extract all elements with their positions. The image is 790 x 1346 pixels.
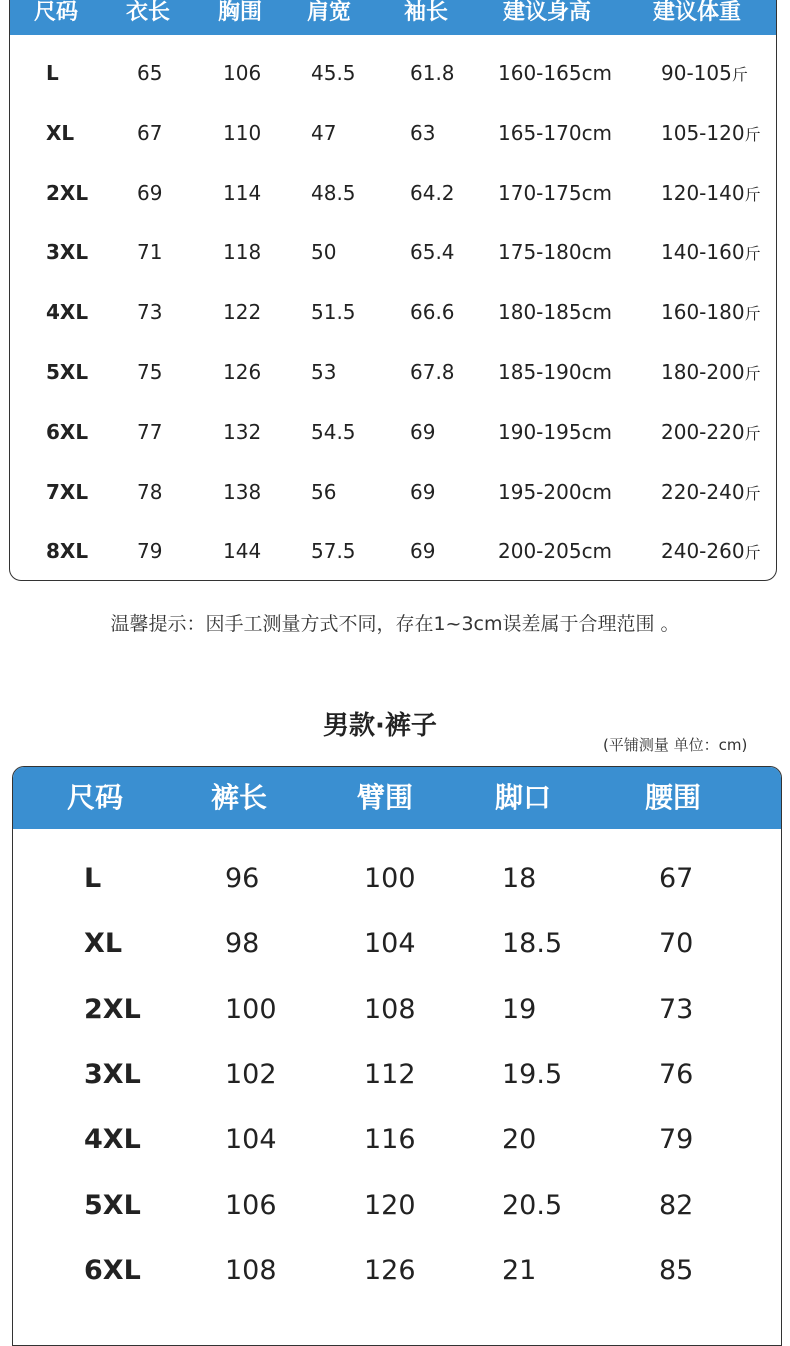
- cell-sleeve: 65.4: [410, 240, 455, 265]
- cell-size: L: [46, 61, 59, 85]
- header-size: 尺码: [34, 0, 79, 25]
- measurement-tip: 温馨提示：因手工测量方式不同，存在1~3cm误差属于合理范围 。: [110, 613, 680, 635]
- pants-header-hip: 臂围: [357, 781, 414, 814]
- pants-size-table: [12, 766, 782, 1346]
- cell-sleeve: 63: [410, 120, 436, 145]
- table-row: [13, 911, 781, 976]
- table-row: [10, 282, 776, 342]
- table-row: [10, 222, 776, 282]
- cell-height: 160-165cm: [498, 61, 613, 85]
- cell-chest: 114: [223, 180, 262, 205]
- pants-cell-hem: 18.5: [502, 928, 563, 960]
- pants-cell-waist: 76: [659, 1058, 694, 1090]
- cell-size: 4XL: [46, 300, 89, 325]
- cell-sleeve: 66.6: [410, 300, 455, 325]
- header-sleeve: 袖长: [404, 0, 449, 25]
- cell-length: 73: [137, 300, 163, 325]
- table-row: [13, 1173, 781, 1238]
- table-row: [13, 1042, 781, 1107]
- cell-height: 190-195cm: [498, 419, 613, 444]
- table-row: [13, 1107, 781, 1172]
- cell-shoulder: 45.5: [311, 61, 356, 85]
- weight-unit: 斤: [731, 65, 748, 84]
- cell-size: XL: [46, 120, 75, 145]
- weight-unit: 斤: [744, 483, 761, 503]
- header-height: 建议身高: [503, 0, 592, 25]
- pants-cell-hip: 120: [364, 1189, 416, 1221]
- cell-shoulder: 48.5: [311, 180, 356, 205]
- pants-section-title: 男款·裤子: [323, 711, 437, 741]
- cell-weight: 180-200斤: [661, 360, 761, 384]
- pants-cell-length: 108: [225, 1254, 277, 1286]
- header-chest: 胸围: [218, 0, 263, 25]
- pants-cell-length: 100: [225, 993, 277, 1025]
- cell-sleeve: 67.8: [410, 360, 455, 384]
- pants-cell-length: 102: [225, 1058, 277, 1090]
- pants-cell-length: 98: [225, 928, 260, 960]
- pants-header-hem: 脚口: [495, 781, 552, 814]
- weight-unit: 斤: [744, 364, 761, 383]
- table-row: [10, 462, 776, 522]
- cell-shoulder: 57.5: [311, 539, 356, 564]
- header-shoulder: 肩宽: [307, 0, 352, 25]
- cell-height: 165-170cm: [498, 120, 613, 145]
- cell-sleeve: 69: [410, 419, 436, 444]
- cell-height: 180-185cm: [498, 300, 613, 325]
- cell-weight: 105-120斤: [661, 120, 761, 145]
- weight-unit: 斤: [744, 184, 761, 204]
- top-size-table: [9, 0, 777, 581]
- pants-cell-waist: 82: [659, 1189, 694, 1221]
- cell-chest: 138: [223, 479, 262, 504]
- pants-cell-size: XL: [84, 928, 123, 960]
- table-row: [13, 977, 781, 1042]
- cell-chest: 122: [223, 300, 262, 325]
- table-row: [10, 521, 776, 581]
- cell-shoulder: 51.5: [311, 300, 356, 325]
- cell-length: 69: [137, 180, 163, 205]
- cell-sleeve: 69: [410, 539, 436, 564]
- weight-unit: 斤: [744, 244, 761, 264]
- cell-weight: 240-260斤: [661, 539, 761, 564]
- cell-height: 195-200cm: [498, 479, 613, 504]
- cell-chest: 126: [223, 360, 262, 384]
- cell-length: 67: [137, 120, 163, 145]
- pants-cell-length: 106: [225, 1189, 277, 1221]
- cell-weight: 200-220斤: [661, 419, 761, 444]
- cell-length: 78: [137, 479, 163, 504]
- table-row: [13, 846, 781, 911]
- cell-sleeve: 61.8: [410, 61, 455, 85]
- pants-cell-hem: 18: [502, 863, 537, 894]
- cell-weight: 160-180斤: [661, 300, 761, 325]
- cell-weight: 220-240斤: [661, 479, 761, 504]
- pants-cell-hem: 21: [502, 1254, 537, 1286]
- table-row: [10, 342, 776, 402]
- pants-cell-size: 2XL: [84, 993, 141, 1025]
- cell-length: 65: [137, 61, 163, 85]
- cell-length: 71: [137, 240, 163, 265]
- cell-shoulder: 54.5: [311, 419, 356, 444]
- cell-weight: 140-160斤: [661, 240, 761, 265]
- pants-cell-waist: 85: [659, 1254, 694, 1286]
- cell-shoulder: 53: [311, 360, 337, 384]
- pants-cell-hem: 19: [502, 993, 537, 1025]
- cell-chest: 144: [223, 539, 262, 564]
- cell-size: 2XL: [46, 180, 89, 205]
- pants-header-length: 裤长: [211, 781, 268, 814]
- table-row: [10, 402, 776, 462]
- table-row: [10, 103, 776, 163]
- pants-cell-hip: 126: [364, 1254, 416, 1286]
- pants-cell-waist: 70: [659, 928, 694, 960]
- pants-cell-waist: 73: [659, 993, 694, 1025]
- pants-cell-size: L: [84, 863, 102, 894]
- table-row: [10, 43, 776, 103]
- pants-cell-size: 5XL: [84, 1189, 141, 1221]
- cell-height: 170-175cm: [498, 180, 613, 205]
- cell-chest: 132: [223, 419, 262, 444]
- weight-unit: 斤: [744, 543, 761, 563]
- cell-shoulder: 56: [311, 479, 337, 504]
- pants-cell-size: 3XL: [84, 1058, 141, 1090]
- cell-chest: 110: [223, 120, 262, 145]
- cell-weight: 90-105斤: [661, 61, 748, 85]
- weight-unit: 斤: [744, 423, 761, 443]
- pants-table-header: [13, 767, 781, 829]
- top-table-header: [10, 0, 776, 35]
- cell-size: 3XL: [46, 240, 89, 265]
- pants-header-waist: 腰围: [645, 781, 702, 814]
- pants-cell-hem: 19.5: [502, 1058, 563, 1090]
- pants-cell-size: 4XL: [84, 1124, 141, 1156]
- cell-size: 8XL: [46, 539, 89, 564]
- cell-size: 7XL: [46, 479, 89, 504]
- cell-sleeve: 69: [410, 479, 436, 504]
- pants-cell-hip: 100: [364, 863, 416, 894]
- cell-height: 200-205cm: [498, 539, 613, 564]
- cell-length: 75: [137, 360, 163, 384]
- pants-cell-hip: 104: [364, 928, 416, 960]
- cell-size: 5XL: [46, 360, 89, 384]
- header-length: 衣长: [126, 0, 171, 25]
- header-weight: 建议体重: [653, 0, 742, 25]
- pants-cell-hip: 112: [364, 1058, 416, 1090]
- pants-cell-length: 104: [225, 1124, 277, 1156]
- cell-height: 185-190cm: [498, 360, 613, 384]
- cell-sleeve: 64.2: [410, 180, 455, 205]
- cell-shoulder: 47: [311, 120, 337, 145]
- cell-chest: 118: [223, 240, 262, 265]
- pants-cell-size: 6XL: [84, 1254, 141, 1286]
- pants-cell-hip: 116: [364, 1124, 416, 1156]
- weight-unit: 斤: [744, 124, 761, 144]
- weight-unit: 斤: [744, 304, 761, 324]
- pants-cell-hem: 20: [502, 1124, 537, 1156]
- pants-cell-waist: 67: [659, 863, 694, 894]
- pants-unit-note: (平铺测量 单位：cm): [603, 736, 748, 754]
- cell-weight: 120-140斤: [661, 180, 761, 205]
- pants-cell-waist: 79: [659, 1124, 694, 1156]
- cell-length: 77: [137, 419, 163, 444]
- cell-length: 79: [137, 539, 163, 564]
- pants-cell-hip: 108: [364, 993, 416, 1025]
- cell-height: 175-180cm: [498, 240, 613, 265]
- cell-shoulder: 50: [311, 240, 337, 265]
- table-row: [10, 163, 776, 223]
- pants-cell-length: 96: [225, 863, 260, 894]
- cell-size: 6XL: [46, 419, 89, 444]
- pants-header-size: 尺码: [67, 781, 124, 814]
- cell-chest: 106: [223, 61, 262, 85]
- table-row: [13, 1238, 781, 1303]
- pants-cell-hem: 20.5: [502, 1189, 563, 1221]
